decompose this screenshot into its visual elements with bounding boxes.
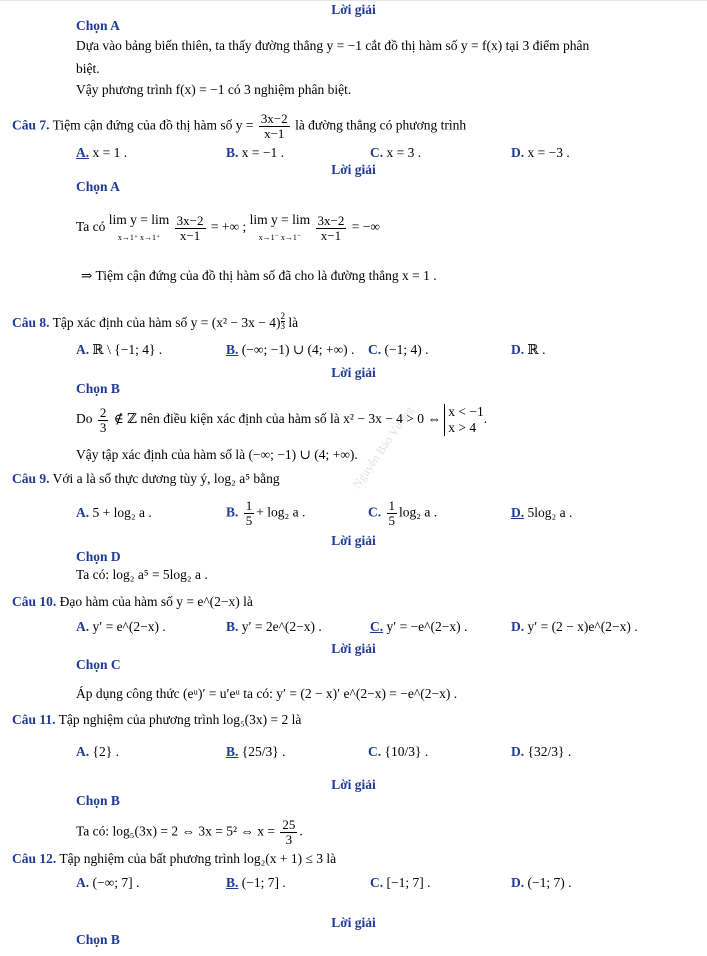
fraction: $\frac{3x-2}{x-1}$ bbox=[260, 111, 288, 141]
solution-text: Do $\frac{2}{3}$ ∉ ℤ nên điều kiện xác định của hàm số là x² − 3x − 4 > 0 ⇔ x < −1 x > 4. bbox=[76, 404, 488, 435]
option-a[interactable]: A. 5 + log₂ a . bbox=[76, 505, 152, 520]
option-a[interactable]: A. ℝ \ {−1; 4} . bbox=[76, 342, 163, 357]
solution-heading: Lời giải bbox=[331, 777, 376, 792]
question-12 bbox=[12, 851, 336, 867]
solution-text: ⇒ Tiệm cận đứng của đồ thị hàm số đã cho là đường thẳng x = 1 . bbox=[81, 268, 437, 283]
solution-text: Dựa vào bảng biến thiên, ta thấy đường thẳng y = −1 cắt đồ thị hàm số y = f(x) tại 3 điểm phân bbox=[76, 38, 590, 53]
solution-text: Vậy phương trình f(x) = −1 có 3 nghiệm phân biệt. bbox=[76, 82, 352, 97]
answer-label: Chọn B bbox=[76, 932, 120, 947]
option-d[interactable]: D. (−1; 7) . bbox=[511, 875, 572, 890]
question-9 bbox=[12, 471, 280, 487]
option-a[interactable]: A. x = 1 . bbox=[76, 145, 128, 160]
math-expression: y = bbox=[235, 117, 254, 133]
option-b[interactable]: B. (−∞; −1) ∪ (4; +∞) . bbox=[226, 342, 355, 357]
answer-label: Chọn C bbox=[76, 657, 121, 672]
option-c[interactable]: C. y′ = −e^(2−x) . bbox=[370, 619, 468, 634]
watermark: Nguyễn Bảo Vương bbox=[349, 403, 417, 491]
solution-heading: Lời giải bbox=[331, 533, 376, 548]
solution-heading: Lời giải bbox=[331, 915, 376, 930]
question-text: Tiệm cận đứng của đồ thị hàm số bbox=[52, 117, 233, 133]
question-text: Với a là số thực dương tùy ý, log₂ a⁵ bằng bbox=[52, 471, 280, 486]
question-text: Tập nghiệm của phương trình log₅(3x) = 2 là bbox=[58, 712, 302, 727]
option-a[interactable]: A. y′ = e^(2−x) . bbox=[76, 619, 166, 634]
option-c[interactable]: C. $\frac{1}{5}$ log₂ a . bbox=[368, 498, 438, 528]
solution-text: Áp dụng công thức (eᵘ)′ = u′eᵘ ta có: y′ = (2 − x)′ e^(2−x) = −e^(2−x) . bbox=[76, 686, 458, 701]
option-a[interactable]: A. {2} . bbox=[76, 744, 119, 759]
solution-text: biệt. bbox=[76, 61, 100, 76]
question-number: Câu 9. bbox=[12, 471, 50, 486]
question-11 bbox=[12, 712, 301, 728]
answer-label: Chọn A bbox=[76, 18, 120, 33]
option-c[interactable]: C. (−1; 4) . bbox=[368, 342, 429, 357]
option-d[interactable]: D. x = −3 . bbox=[511, 145, 570, 160]
question-text: Đạo hàm của hàm số y = e^(2−x) là bbox=[59, 594, 253, 609]
answer-label: Chọn B bbox=[76, 381, 120, 396]
option-b[interactable]: B. (−1; 7] . bbox=[226, 875, 286, 890]
question-7 bbox=[12, 112, 466, 141]
top-divider bbox=[0, 0, 707, 1]
question-text: Tập nghiệm của bất phương trình log₂(x + 1) ≤ 3 là bbox=[59, 851, 337, 866]
solution-calc: Ta có lim y = lim x→1⁺ x→1⁺ $\frac{3x-2}{x-1}$ = +∞ ; lim y = lim x→1⁻ x→1⁻ $\frac{3x-2}{x-1}$ = −∞ bbox=[76, 212, 380, 243]
question-number: Câu 10. bbox=[12, 594, 57, 609]
option-d[interactable]: D. {32/3} . bbox=[511, 744, 572, 759]
option-d[interactable]: D. ℝ . bbox=[511, 342, 546, 357]
option-d[interactable]: D. 5log₂ a . bbox=[511, 505, 573, 520]
question-number: Câu 8. bbox=[12, 315, 50, 330]
option-c[interactable]: C. x = 3 . bbox=[370, 145, 422, 160]
solution-text: Vậy tập xác định của hàm số là (−∞; −1) ∪ (4; +∞). bbox=[76, 447, 358, 462]
solution-text: Ta có: log₂ a⁵ = 5log₂ a . bbox=[76, 567, 208, 582]
option-a[interactable]: A. (−∞; 7] . bbox=[76, 875, 140, 890]
option-c[interactable]: C. [−1; 7] . bbox=[370, 875, 431, 890]
question-number: Câu 7. bbox=[12, 117, 50, 133]
question-8: Câu 8. Tập xác định của hàm số y = (x² − 3x − 4) $^{\frac{2}{3}}$ là bbox=[12, 311, 299, 331]
question-text: là bbox=[288, 315, 299, 330]
question-text: Tập xác định của hàm số y = (x² − 3x − 4) bbox=[52, 315, 281, 330]
option-b[interactable]: B. {25/3} . bbox=[226, 744, 286, 759]
answer-label: Chọn D bbox=[76, 549, 121, 564]
solution-heading: Lời giải bbox=[331, 2, 376, 17]
solution-text: Ta có: log₅(3x) = 2 ⇔ 3x = 5² ⇔ x = $\frac{25}{3}$ . bbox=[76, 817, 303, 847]
question-number: Câu 11. bbox=[12, 712, 56, 727]
option-b[interactable]: B. y′ = 2e^(2−x) . bbox=[226, 619, 322, 634]
question-10 bbox=[12, 594, 253, 610]
option-b[interactable]: B. $\frac{1}{5}$ + log₂ a . bbox=[226, 498, 306, 528]
solution-heading: Lời giải bbox=[331, 162, 376, 177]
option-b[interactable]: B. x = −1 . bbox=[226, 145, 284, 160]
solution-heading: Lời giải bbox=[331, 365, 376, 380]
option-d[interactable]: D. y′ = (2 − x)e^(2−x) . bbox=[511, 619, 638, 634]
option-c[interactable]: C. {10/3} . bbox=[368, 744, 429, 759]
solution-heading: Lời giải bbox=[331, 641, 376, 656]
answer-label: Chọn B bbox=[76, 793, 120, 808]
question-text: là đường thẳng có phương trình bbox=[295, 117, 467, 133]
answer-label: Chọn A bbox=[76, 179, 120, 194]
question-number: Câu 12. bbox=[12, 851, 57, 866]
